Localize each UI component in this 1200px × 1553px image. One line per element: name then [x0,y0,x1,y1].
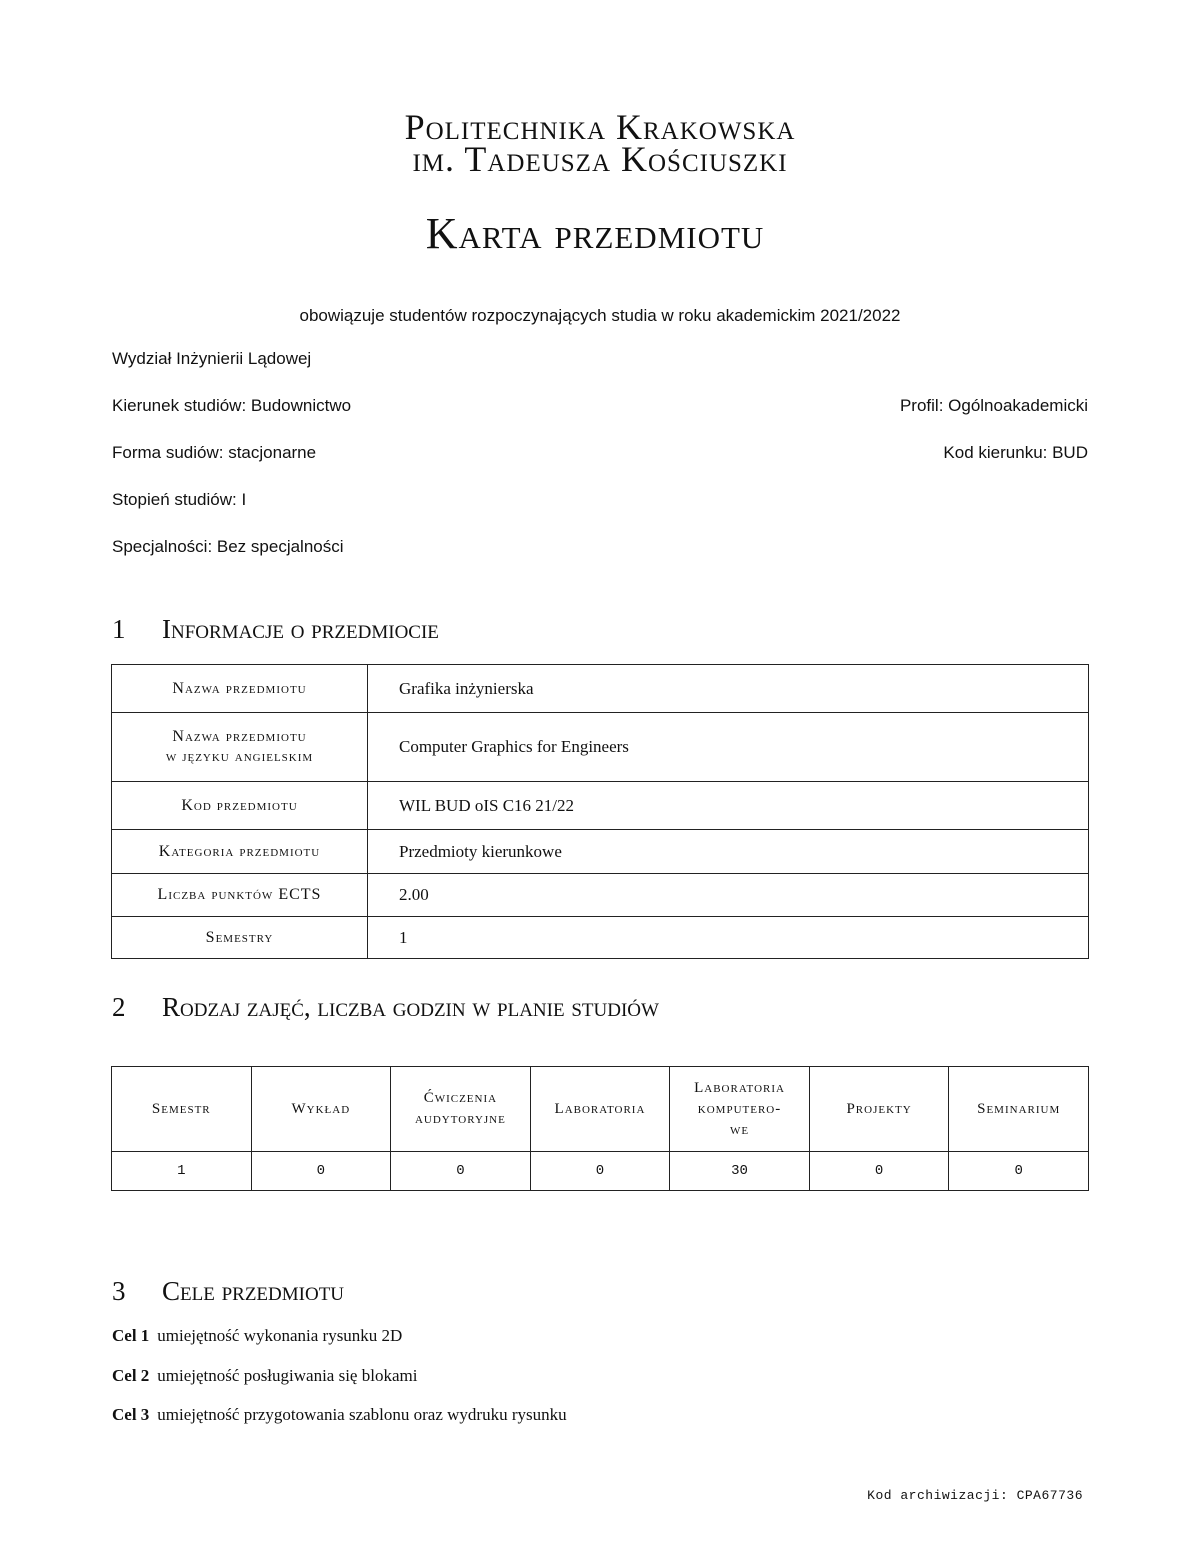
column-header [949,1067,1089,1152]
field-code: Kod kierunku: BUD [943,443,1088,462]
section-1-heading [112,614,439,645]
info-key: Kategoria przedmiotu [112,830,368,874]
faculty: Wydział Inżynierii Lądowej [112,349,312,368]
section-number: 1 [112,614,126,644]
goal-item [112,1326,402,1346]
table-row [112,917,1089,959]
table-cell: 0 [949,1152,1089,1191]
column-header-line: we [729,1121,750,1138]
info-key-line: w języku angielskim [165,748,314,765]
column-header-line: Laboratoria [694,1079,785,1096]
info-key: Liczba punktów ECTS [112,874,368,917]
table-row [112,713,1089,782]
table-row [112,782,1089,830]
goal-text: umiejętność przygotowania szablonu oraz wydruku rysunku [157,1405,567,1424]
study-form: Forma sudiów: stacjonarne [112,443,317,462]
goal-label: Cel 3 [112,1405,150,1424]
table-cell: 0 [809,1152,949,1191]
section-title: Cele przedmiotu [162,1276,345,1306]
table-row [112,665,1089,713]
info-key-line: Nazwa przedmiotu [172,728,307,745]
validity-note: obowiązuje studentów rozpoczynających studia w roku akademickim 2021/2022 [299,306,901,325]
column-header [809,1067,949,1152]
info-value: Przedmioty kierunkowe [368,830,1089,874]
table-header-row [112,1067,1089,1152]
column-header-line: Ćwiczenia [423,1090,498,1106]
table-cell: 1 [112,1152,252,1191]
specialization: Specjalności: Bez specjalności [112,537,344,556]
university-patron: im. Tadeusza Kościuszki [412,139,788,179]
column-header [670,1067,810,1152]
goal-text: umiejętność posługiwania się blokami [157,1366,418,1385]
info-value: Grafika inżynierska [368,665,1089,713]
course-info-table [111,664,1089,959]
degree-level: Stopień studiów: I [112,490,247,509]
info-value: 1 [368,917,1089,959]
goal-item [112,1405,567,1425]
info-key [112,713,368,782]
section-2-heading [112,992,659,1023]
column-header-line: Seminarium [977,1100,1061,1117]
column-header-line: Projekty [846,1100,912,1117]
column-header [251,1067,391,1152]
column-header [112,1067,252,1152]
column-header-line: Wykład [291,1100,351,1117]
hours-table [111,1066,1089,1191]
section-number: 3 [112,1276,126,1306]
table-row [112,1152,1089,1191]
info-key: Semestry [112,917,368,959]
table-cell: 30 [670,1152,810,1191]
section-title: Rodzaj zajęć, liczba godzin w planie studiów [162,992,659,1022]
profile: Profil: Ogólnoakademicki [899,396,1088,415]
table-row [112,830,1089,874]
info-value: 2.00 [368,874,1089,917]
goal-label: Cel 1 [112,1326,150,1345]
table-cell: 0 [391,1152,531,1191]
info-value: Computer Graphics for Engineers [368,713,1089,782]
goal-text: umiejętność wykonania rysunku 2D [157,1326,403,1345]
column-header [530,1067,670,1152]
field-of-study: Kierunek studiów: Budownictwo [112,396,352,415]
info-key: Nazwa przedmiotu [112,665,368,713]
section-title: Informacje o przedmiocie [162,614,439,644]
section-number: 2 [112,992,126,1022]
table-row [112,874,1089,917]
info-key: Kod przedmiotu [112,782,368,830]
column-header-line: komputero- [697,1100,782,1117]
column-header-line: Semestr [151,1100,211,1117]
table-cell: 0 [251,1152,391,1191]
column-header-line: audytoryjne [414,1111,506,1127]
goal-label: Cel 2 [112,1366,150,1385]
column-header-line: Laboratoria [554,1100,646,1117]
university-name: Politechnika Krakowska [404,107,796,147]
table-cell: 0 [530,1152,670,1191]
info-value: WIL BUD oIS C16 21/22 [368,782,1089,830]
goal-item [112,1366,417,1386]
archive-code: Kod archiwizacji: CPA67736 [867,1488,1083,1503]
document-title: Karta przedmiotu [425,209,765,258]
column-header [391,1067,531,1152]
section-3-heading [112,1276,344,1307]
